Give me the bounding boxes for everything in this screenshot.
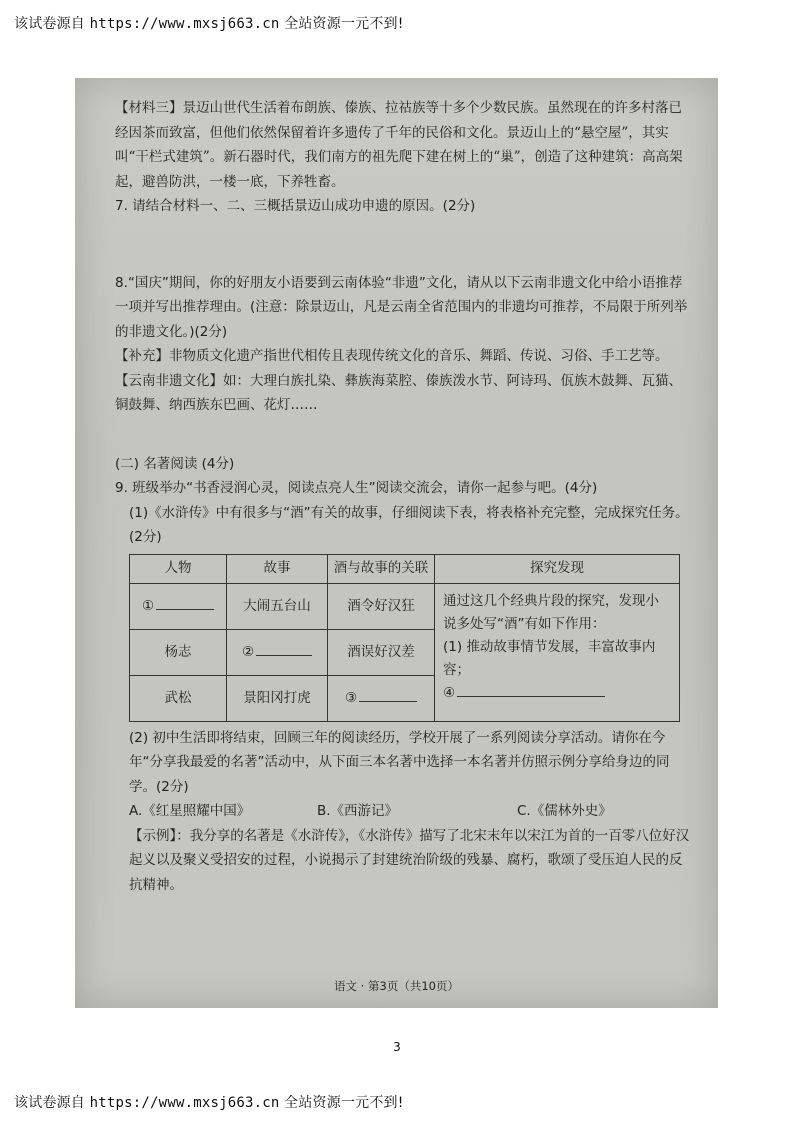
example-answer: 【示例】：我分享的名著是《水浒传》，《水浒传》描写了北宋末年以宋江为首的一百零八位好汉起义以及聚义受招安的过程，小说揭示了封建统治阶级的残暴、腐朽，歌颂了受压迫人民的反抗精神。: [129, 827, 690, 893]
paper-footer: 语文 · 第3页（共10页）: [334, 979, 459, 993]
source-banner-top: [14, 13, 404, 33]
finding-point-4[interactable]: ④: [443, 682, 671, 705]
book-options: [115, 799, 690, 824]
finding-intro: 通过这几个经典片段的探究，发现小说多处写“酒”有如下作用：: [443, 592, 659, 632]
banner-prefix: 该试卷源自: [14, 1095, 90, 1111]
banner-suffix: 全站资源一元不到!: [279, 1095, 404, 1111]
table-header-row: [130, 554, 680, 583]
question-9-part-1: (1)《水浒传》中有很多与“酒”有关的故事，仔细阅读下表，将表格补充完整，完成探究任务。(2分): [129, 504, 689, 545]
question-8: 8.“国庆”期间，你的好朋友小语要到云南体验“非遗”文化，请从以下云南非遗文化中给小语推荐一项并写出推荐理由。(注意：除景迈山，凡是云南全省范围内的非遗均可推荐，不局限于所列举的非遗文化。)(2分): [115, 274, 688, 340]
cell-blank-2[interactable]: ②: [227, 629, 328, 675]
cell-blank-3[interactable]: ③: [328, 675, 435, 721]
material-three: 【材料三】景迈山世代生活着布朗族、傣族、拉祜族等十多个少数民族。虽然现在的许多村落已经因茶而致富，但他们依然保留着许多遗传了千年的民俗和文化。景迈山上的“悬空屋”，其实叫“干栏式建筑”。新石器时代，我们南方的祖先爬下建在树上的“巢”，创造了这种建筑：高高架起，避兽防洪，一楼一底，下养牲畜。: [115, 100, 683, 190]
option-a[interactable]: A.《红星照耀中国》: [129, 803, 251, 819]
section-classics-reading: (二) 名著阅读 (4分): [115, 455, 235, 472]
exam-content: [115, 96, 690, 897]
header-finding: 探究发现: [435, 554, 680, 583]
cell-wine-link: 酒误好汉差: [328, 629, 435, 675]
banner-url[interactable]: https://www.mxsj663.cn: [89, 16, 280, 32]
source-banner-bottom: [14, 1092, 404, 1112]
cell-story: 大闹五台山: [227, 583, 328, 629]
question-9-part-2: (2) 初中生活即将结束，回顾三年的阅读经历，学校开展了一系列阅读分享活动。请你在今年“分享我最爱的名著”活动中，从下面三本名著中选择一本名著并仿照示例分享给身边的同学。(2分): [129, 729, 670, 795]
exam-page-photo: [75, 78, 718, 1008]
inquiry-table: [129, 554, 680, 722]
finding-point-1: (1) 推动故事情节发展，丰富故事内容；: [443, 638, 656, 678]
answer-blank[interactable]: [256, 641, 312, 656]
cell-finding: [435, 583, 680, 721]
cell-story: 景阳冈打虎: [227, 675, 328, 721]
cell-wine-link: 酒令好汉狂: [328, 583, 435, 629]
header-character: 人物: [130, 554, 227, 583]
answer-blank[interactable]: [457, 682, 605, 697]
answer-blank[interactable]: [359, 687, 417, 702]
header-story: 故事: [227, 554, 328, 583]
option-c[interactable]: C.《儒林外史》: [517, 803, 612, 819]
option-b[interactable]: B.《西游记》: [317, 803, 399, 819]
cell-blank-1[interactable]: ①: [130, 583, 227, 629]
page-number: 3: [393, 1040, 401, 1054]
answer-blank[interactable]: [156, 595, 214, 610]
banner-url[interactable]: https://www.mxsj663.cn: [89, 1095, 280, 1111]
banner-prefix: 该试卷源自: [14, 16, 90, 32]
yunnan-heritage-list: 【云南非遗文化】如：大理白族扎染、彝族海菜腔、傣族泼水节、阿诗玛、佤族木鼓舞、瓦猫、铜鼓舞、纳西族东巴画、花灯……: [115, 372, 682, 413]
question-9: 9. 班级举办“书香浸润心灵，阅读点亮人生”阅读交流会，请你一起参与吧。(4分): [115, 480, 598, 496]
question-7: 7. 请结合材料一、二、三概括景迈山成功申遗的原因。(2分): [115, 198, 476, 214]
cell-character: 武松: [130, 675, 227, 721]
cell-character: 杨志: [130, 629, 227, 675]
supplement-note: 【补充】非物质文化遗产指世代相传且表现传统文化的音乐、舞蹈、传说、习俗、手工艺等。: [115, 348, 669, 364]
banner-suffix: 全站资源一元不到!: [279, 16, 404, 32]
header-wine-link: 酒与故事的关联: [328, 554, 435, 583]
table-row: [130, 583, 680, 629]
